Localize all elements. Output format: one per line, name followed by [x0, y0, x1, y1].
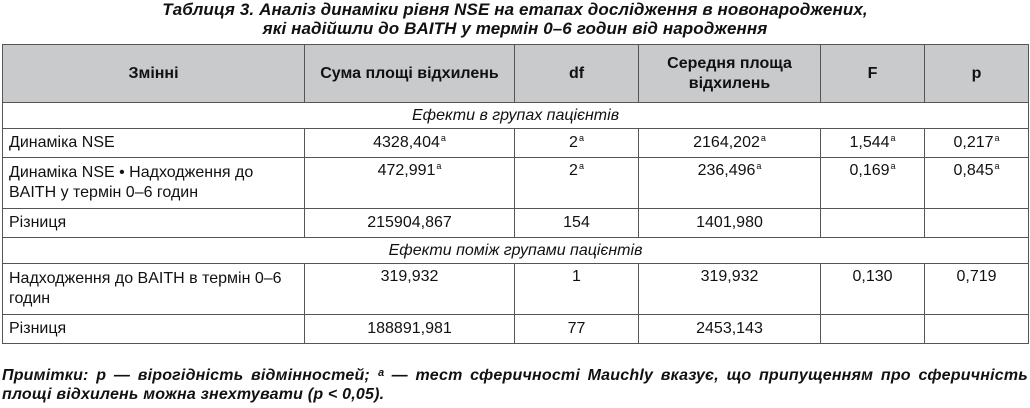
row-label: Динаміка NSE • Надходження до BAITH у термін 0–6 годин [3, 158, 305, 209]
cell-df: 1 [515, 264, 639, 315]
cell-ss: 188891,981 [305, 315, 515, 344]
header-p: p [925, 45, 1029, 103]
table-row [3, 129, 1029, 158]
cell-f [821, 315, 925, 344]
cell-f: 0,130 [821, 264, 925, 315]
cell-ms: 2453,143 [639, 315, 821, 344]
cell-ms: 236,496$^a$ [639, 158, 821, 209]
section-row [3, 238, 1029, 264]
footnote-text: Примітки: p — вірогідність відмінностей; ᵃ — тест сферичності Mauchly вказує, що припущенням про сферичність площі відхилень можна знехтувати (p < 0,05). [2, 367, 1028, 403]
section-title-within: Ефекти в групах пацієнтів [3, 103, 1029, 129]
cell-p [925, 209, 1029, 238]
header-df: df [515, 45, 639, 103]
title-line-1: Таблиця 3. Аналіз динаміки рівня NSE на етапах дослідження в новонароджених, [162, 0, 868, 19]
superscript-a: a [436, 161, 442, 171]
cell-ms: 2164,202$^a$ [639, 129, 821, 158]
superscript-a: a [760, 133, 766, 143]
cell-p: 0,719 [925, 264, 1029, 315]
cell-f: 0,169$^a$ [821, 158, 925, 209]
table-row [3, 158, 1029, 209]
cell-f: 1,544$^a$ [821, 129, 925, 158]
title-line-2: які надійшли до BAITH у термін 0–6 годин від народження [262, 19, 768, 38]
row-label: Надходження до BAITH в термін 0–6 годин [3, 264, 305, 315]
cell-ss: 4328,404$^a$ [305, 129, 515, 158]
table-row [3, 264, 1029, 315]
superscript-a: a [890, 133, 896, 143]
cell-p: 0,845$^a$ [925, 158, 1029, 209]
section-row [3, 103, 1029, 129]
superscript-a: a [994, 133, 1000, 143]
superscript-a: a [994, 161, 1000, 171]
superscript-a: a [756, 161, 762, 171]
cell-df: 2$^a$ [515, 158, 639, 209]
cell-ms: 319,932 [639, 264, 821, 315]
header-sum-squares: Сума площі відхилень [305, 45, 515, 103]
cell-df: 154 [515, 209, 639, 238]
header-f: F [821, 45, 925, 103]
header-variables: Змінні [3, 45, 305, 103]
header-mean-squares: Середня площа відхилень [639, 45, 821, 103]
superscript-a: a [890, 161, 896, 171]
cell-ss: 472,991$^a$ [305, 158, 515, 209]
cell-ss: 319,932 [305, 264, 515, 315]
cell-df: 2$^a$ [515, 129, 639, 158]
cell-ms: 1401,980 [639, 209, 821, 238]
cell-df: 77 [515, 315, 639, 344]
table-title [0, 0, 1030, 38]
cell-f [821, 209, 925, 238]
superscript-a: a [578, 133, 584, 143]
superscript-a: a [440, 133, 446, 143]
superscript-a: a [578, 161, 584, 171]
table-footnote [2, 366, 1028, 404]
cell-ss: 215904,867 [305, 209, 515, 238]
row-label: Різниця [3, 315, 305, 344]
table-row [3, 315, 1029, 344]
row-label: Різниця [3, 209, 305, 238]
cell-p [925, 315, 1029, 344]
table-row [3, 209, 1029, 238]
header-row [3, 45, 1029, 103]
section-title-between: Ефекти поміж групами пацієнтів [3, 238, 1029, 264]
cell-p: 0,217$^a$ [925, 129, 1029, 158]
anova-table [2, 44, 1029, 344]
row-label: Динаміка NSE [3, 129, 305, 158]
